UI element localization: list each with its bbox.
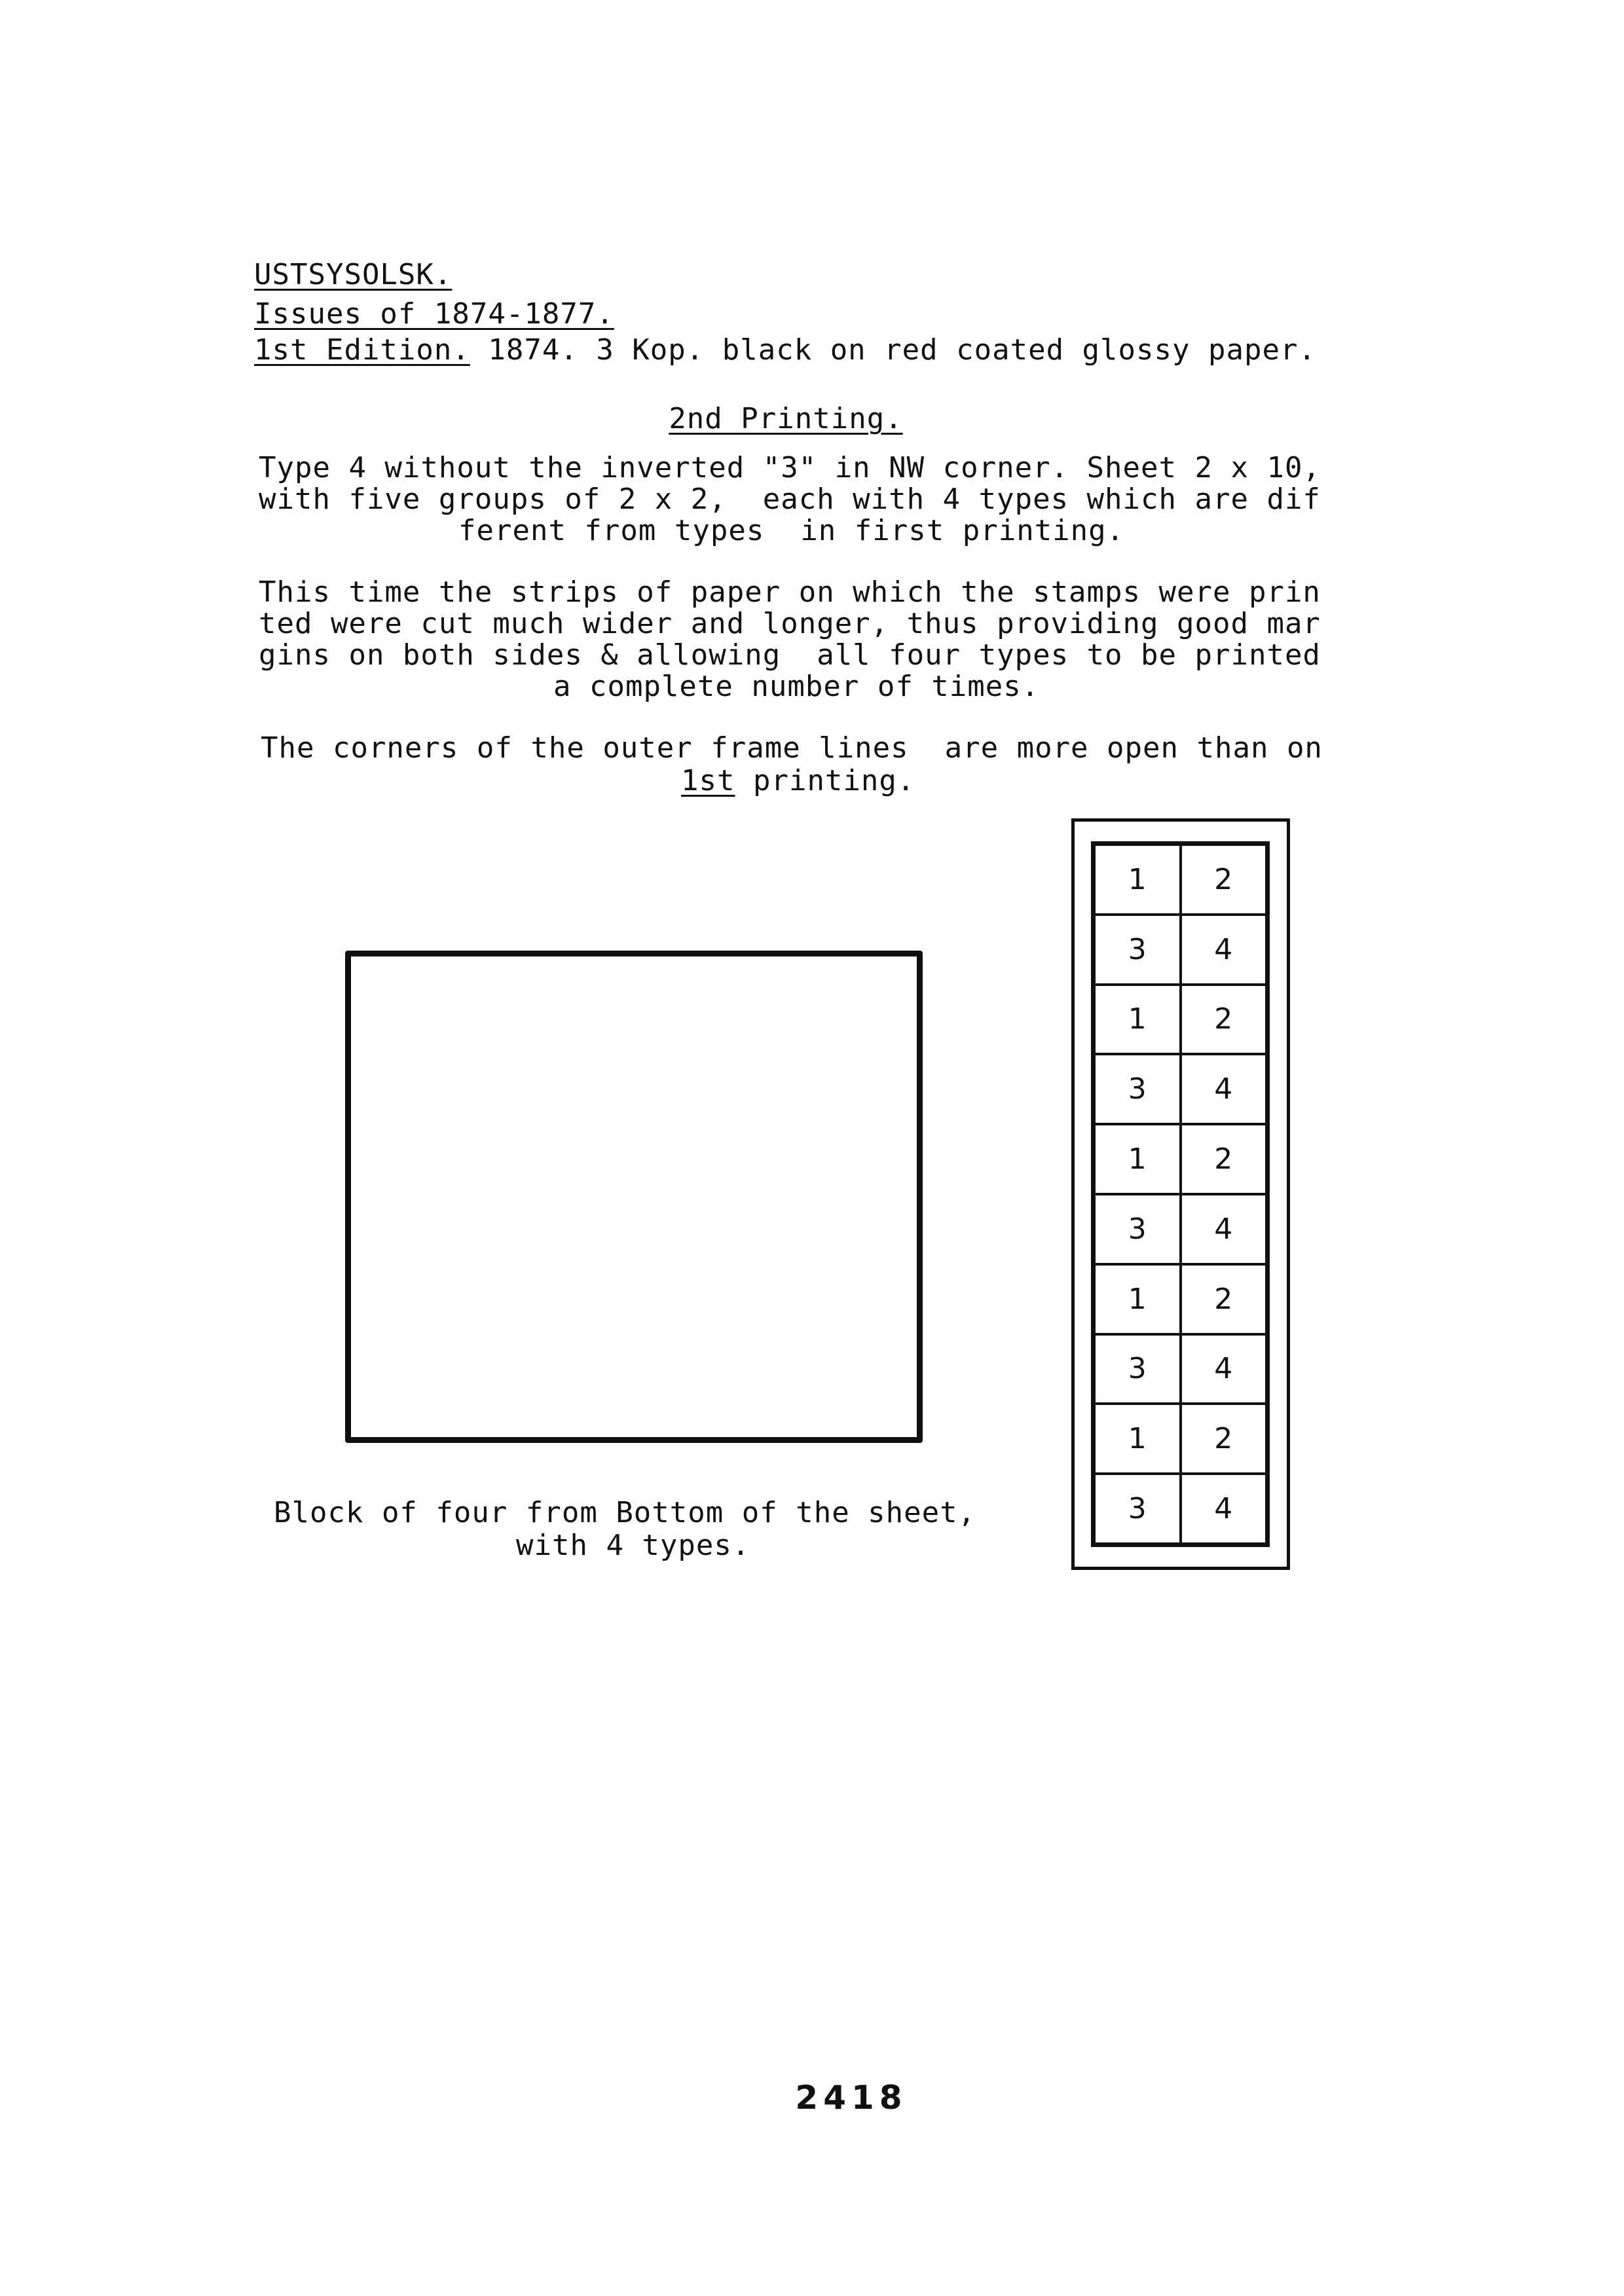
sheet-cell: 4 — [1181, 1334, 1267, 1404]
sheet-cell: 1 — [1094, 985, 1181, 1055]
p1-line-1: Type 4 without the inverted "3" in NW corner. Sheet 2 x 10, — [259, 451, 1321, 484]
sheet-cell: 3 — [1094, 1334, 1181, 1404]
block-of-four-frame — [345, 951, 923, 1443]
sheet-cell: 4 — [1181, 1474, 1267, 1544]
edition-text: 1874. 3 Kop. black on red coated glossy paper. — [470, 333, 1316, 367]
sheet-cell: 1 — [1094, 1404, 1181, 1474]
p3-underlined-word: 1st — [681, 764, 735, 797]
place-heading: USTSYSOLSK. — [254, 258, 452, 291]
p3-line-2 — [681, 765, 915, 797]
sheet-cell: 4 — [1181, 915, 1267, 985]
p3-line-1: The corners of the outer frame lines are more open than on — [261, 731, 1323, 765]
sheet-cell: 2 — [1181, 985, 1267, 1055]
p2-line-4: a complete number of times. — [553, 670, 1040, 703]
sheet-cell: 1 — [1094, 845, 1181, 915]
sheet-cell: 2 — [1181, 1124, 1267, 1194]
sheet-cell: 2 — [1181, 845, 1267, 915]
sheet-cell: 3 — [1094, 1054, 1181, 1124]
sheet-cell: 3 — [1094, 915, 1181, 985]
sheet-cell: 4 — [1181, 1054, 1267, 1124]
p1-line-3: ferent from types in first printing. — [458, 514, 1125, 547]
block-caption-line-2: with 4 types. — [516, 1529, 750, 1562]
p1-line-2: with five groups of 2 x 2, each with 4 types which are dif — [259, 483, 1321, 516]
edition-label: 1st Edition. — [254, 333, 470, 367]
sheet-layout-grid — [1091, 841, 1270, 1547]
sheet-cell: 2 — [1181, 1404, 1267, 1474]
sheet-cell: 3 — [1094, 1194, 1181, 1264]
page-number: 2418 — [795, 2079, 908, 2117]
p2-line-1: This time the strips of paper on which the stamps were prin — [259, 575, 1321, 609]
edition-line — [254, 334, 1316, 367]
sheet-cell: 1 — [1094, 1124, 1181, 1194]
p2-line-3: gins on both sides & allowing all four types to be printed — [259, 638, 1321, 672]
sheet-cell: 1 — [1094, 1264, 1181, 1334]
sheet-cell: 3 — [1094, 1474, 1181, 1544]
block-caption-line-1: Block of four from Bottom of the sheet, — [274, 1496, 976, 1529]
sheet-cell: 2 — [1181, 1264, 1267, 1334]
p3-line-2-rest: printing. — [735, 764, 915, 797]
issues-heading: Issues of 1874-1877. — [254, 297, 614, 331]
p2-line-2: ted were cut much wider and longer, thus providing good mar — [259, 607, 1321, 640]
sheet-cell: 4 — [1181, 1194, 1267, 1264]
section-title: 2nd Printing. — [669, 402, 903, 435]
